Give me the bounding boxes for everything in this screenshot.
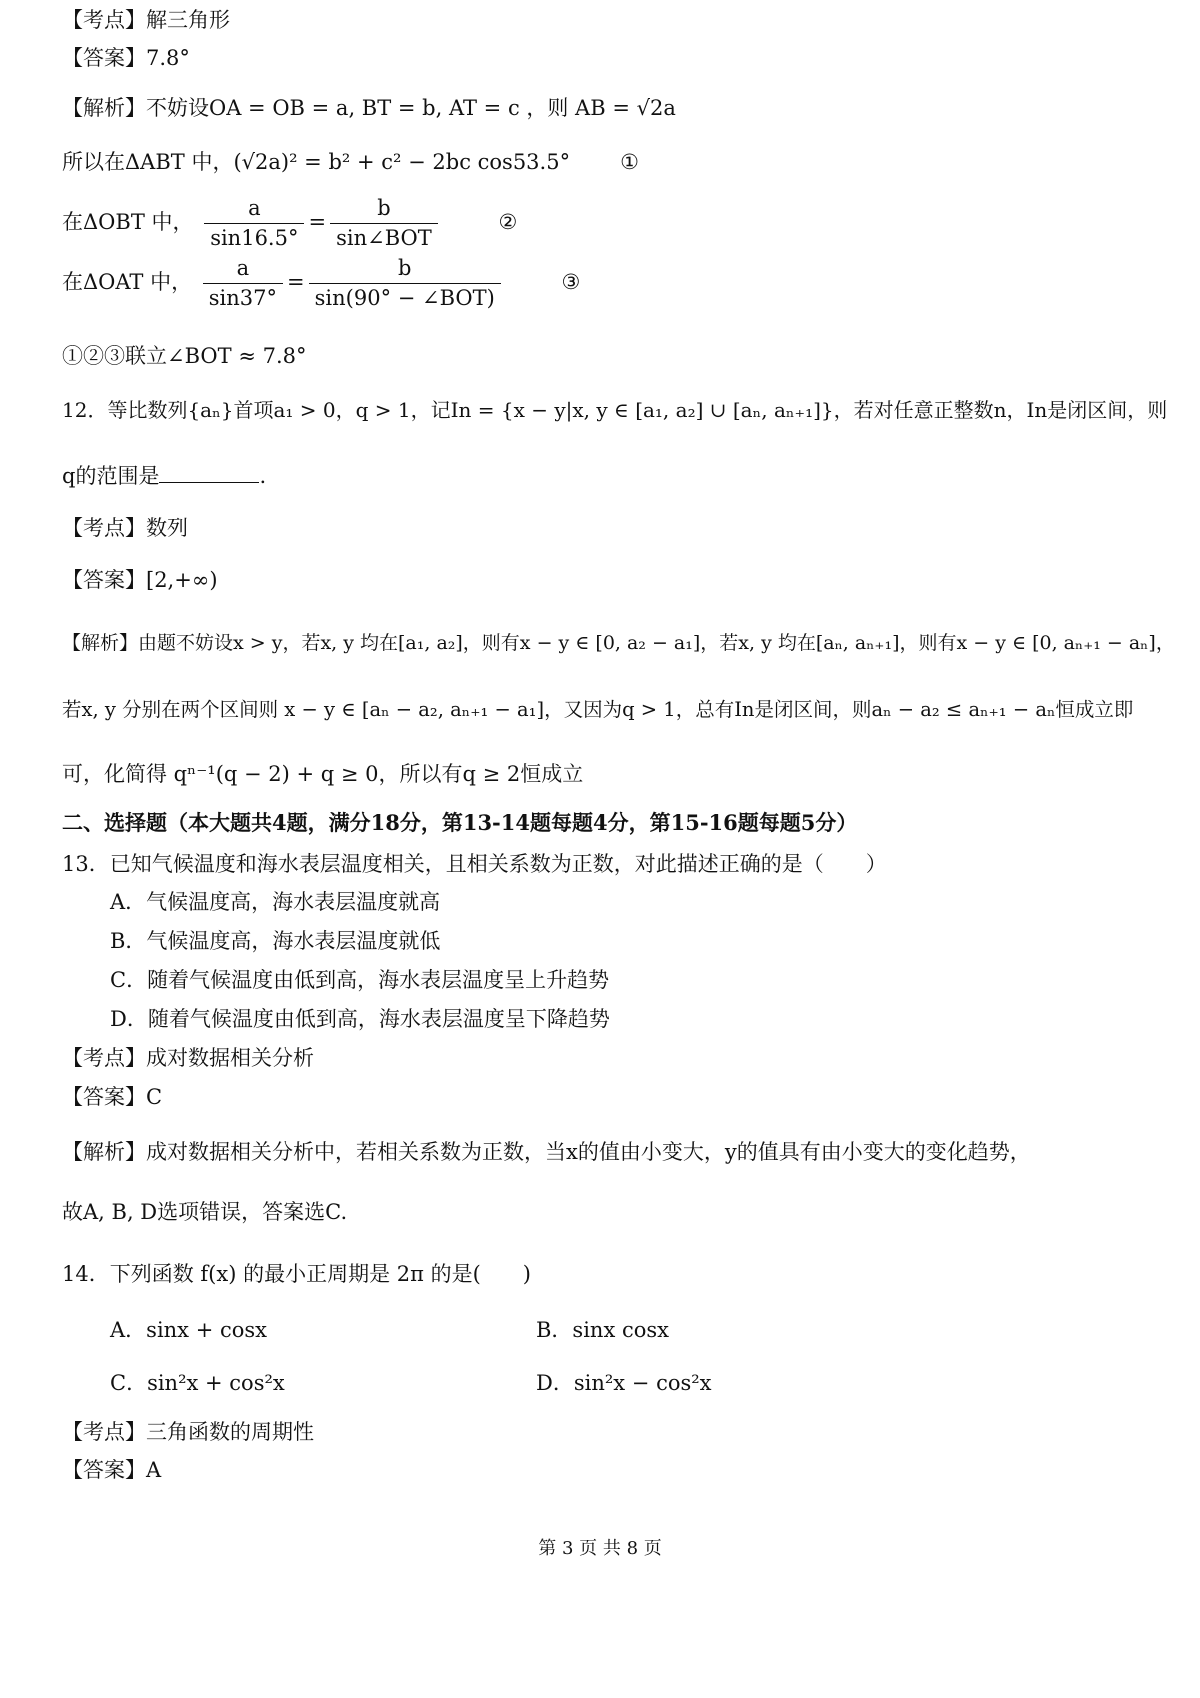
q12-jiexi-line3: 可，化简得 qⁿ⁻¹(q − 2) + q ≥ 0，所以有q ≥ 2恒成立 xyxy=(62,762,584,786)
q13-option-d: D．随着气候温度由低到高，海水表层温度呈下降趋势 xyxy=(110,1007,610,1031)
q13-answer: 【答案】C xyxy=(62,1085,163,1109)
q11-eq3-mark: ③ xyxy=(561,270,581,295)
q13-option-b: B．气候温度高，海水表层温度就低 xyxy=(110,929,441,953)
q11-eq2-prefix: 在ΔOBT 中， xyxy=(62,210,194,235)
numerator: b xyxy=(377,196,391,220)
q11-jiexi: 【解析】不妨设OA = OB = a, BT = b, AT = c ，则 AB = √2a xyxy=(62,96,676,120)
numerator: a xyxy=(236,256,250,280)
answer-blank xyxy=(159,464,259,483)
q14-option-d: D．sin²x − cos²x xyxy=(536,1371,712,1395)
q14-option-b: B．sinx cosx xyxy=(536,1318,669,1342)
q14-kaodian: 【考点】三角函数的周期性 xyxy=(62,1420,314,1444)
q11-result: ①②③联立∠BOT ≈ 7.8° xyxy=(62,344,307,368)
q12-answer: 【答案】[2,+∞) xyxy=(62,568,218,592)
denominator: sin37° xyxy=(203,283,283,311)
q12-kaodian: 【考点】数列 xyxy=(62,516,188,540)
q12-stem-prefix: q的范围是 xyxy=(62,464,160,488)
q12-jiexi-line1: 【解析】由题不妨设x > y，若x, y 均在[a₁, a₂]，则有x − y ∈ [0, a₂ − a₁]，若x, y 均在[aₙ, aₙ₊₁]，则有x − y ∈ [0, aₙ₊₁ − aₙ]， xyxy=(62,632,1175,654)
q12-stem-suffix: . xyxy=(259,464,267,488)
q14-answer: 【答案】A xyxy=(62,1458,162,1482)
q13-option-c: C．随着气候温度由低到高，海水表层温度呈上升趋势 xyxy=(110,968,610,992)
q11-eq3-prefix: 在ΔOAT 中， xyxy=(62,270,193,295)
page-footer: 第 3 页 共 8 页 xyxy=(538,1538,662,1559)
q13-jiexi-line2: 故A, B, D选项错误，答案选C. xyxy=(62,1200,348,1224)
q13-stem: 13．已知气候温度和海水表层温度相关，且相关系数为正数，对此描述正确的是（ ） xyxy=(62,852,887,876)
q11-eq2-mark: ② xyxy=(498,210,518,235)
q12-stem-line1: 12．等比数列{aₙ}首项a₁ > 0，q > 1，记In = {x − y|x, y ∈ [a₁, a₂] ∪ [aₙ, aₙ₊₁]}，若对任意正整数n，In是闭区间，则 xyxy=(62,398,1168,422)
q11-eq1 xyxy=(62,150,639,175)
q12-stem-line2 xyxy=(62,464,266,489)
q11-eq1-mark: ① xyxy=(620,150,639,174)
q14-option-c: C．sin²x + cos²x xyxy=(110,1371,285,1395)
q11-eq3-frac-right xyxy=(309,256,501,311)
q11-answer: 【答案】7.8° xyxy=(62,46,190,70)
q11-eq2-frac-right xyxy=(330,196,438,251)
q14-stem: 14．下列函数 f(x) 的最小正周期是 2π 的是( ) xyxy=(62,1262,531,1286)
numerator: a xyxy=(248,196,261,220)
q13-option-a: A．气候温度高，海水表层温度就高 xyxy=(110,890,441,914)
q12-jiexi-line2: 若x, y 分别在两个区间则 x − y ∈ [aₙ − a₂, aₙ₊₁ − a₁]，又因为q > 1，总有In是闭区间，则aₙ − a₂ ≤ aₙ₊₁ − aₙ恒成立即 xyxy=(62,698,1134,721)
section-heading: 二、选择题（本大题共4题，满分18分，第13-14题每题4分，第15-16题每题5分） xyxy=(62,810,858,835)
q11-eq1-text: 所以在ΔABT 中，(√2a)² = b² + c² − 2bc cos53.5° xyxy=(62,150,571,174)
q11-eq2-frac-left xyxy=(204,196,304,251)
numerator: b xyxy=(398,256,412,280)
q11-eq3-frac-left xyxy=(203,256,283,311)
q11-eq2: 在ΔOBT 中， $\frac{a}{\sin 16.5^\circ}$ = $\frac{b}{\text{sin∠BOT}}$ ② xyxy=(62,196,518,251)
q14-option-a: A．sinx + cosx xyxy=(110,1318,267,1342)
q13-jiexi-line1: 【解析】成对数据相关分析中，若相关系数为正数，当x的值由小变大，y的值具有由小变大的变化趋势， xyxy=(62,1140,1031,1164)
q11-eq3: 在ΔOAT 中， $\frac{a}{\sin 37^\circ}$ = $\frac{b}{\text{sin(90° − ∠BOT)}}$ ③ xyxy=(62,256,581,311)
q11-kaodian: 【考点】解三角形 xyxy=(62,8,230,32)
denominator: sin16.5° xyxy=(204,223,304,251)
denominator: sin∠BOT xyxy=(330,223,438,251)
denominator: sin(90° − ∠BOT) xyxy=(309,283,501,311)
q13-kaodian: 【考点】成对数据相关分析 xyxy=(62,1046,314,1070)
